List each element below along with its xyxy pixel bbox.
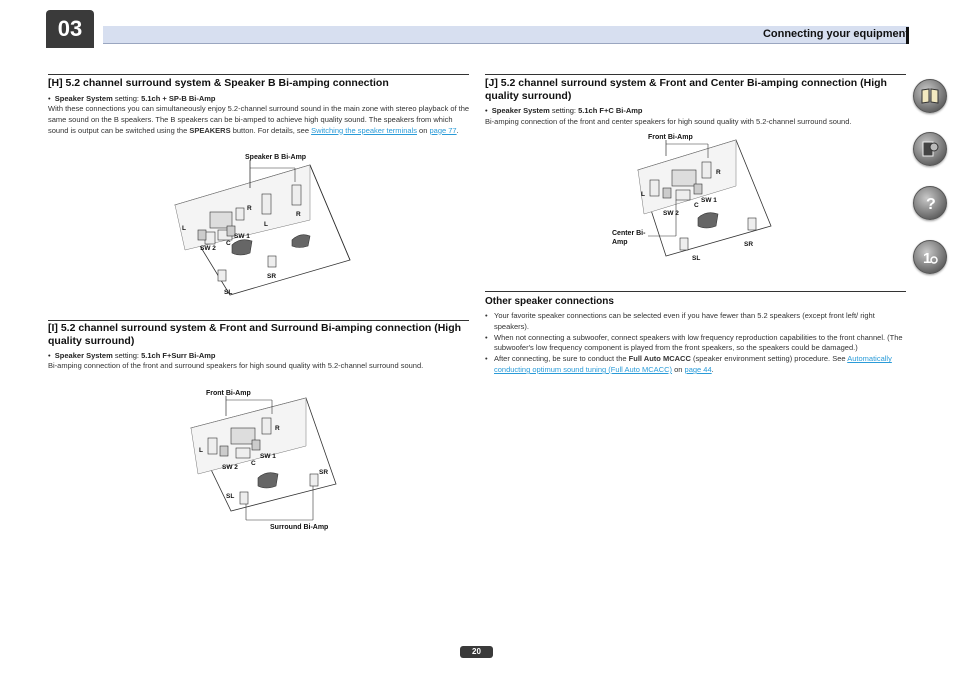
label-c: C — [694, 202, 699, 209]
help-question-icon[interactable] — [913, 186, 947, 220]
label-sr: SR — [267, 273, 277, 280]
label-l: L — [182, 225, 186, 232]
speaker-c — [236, 448, 250, 458]
label-b-l: L — [264, 221, 268, 228]
tv-icon — [210, 212, 232, 228]
tv-icon — [672, 170, 696, 186]
section-h-title: [H] 5.2 channel surround system & Speaker B Bi-amping connection — [48, 77, 389, 89]
setting-value: 5.1ch + SP-B Bi-Amp — [141, 94, 216, 103]
other-rule — [485, 291, 906, 292]
section-j-title: [J] 5.2 channel surround system & Front and Center Bi-amping connection (High quality surround) — [485, 77, 887, 102]
label-l: L — [199, 447, 203, 454]
subwoofer-2 — [198, 230, 206, 240]
label-sw2: SW 2 — [663, 210, 679, 217]
speakers-button-name: SPEAKERS — [189, 125, 231, 135]
label-sw1: SW 1 — [234, 233, 250, 240]
label-sw2: SW 2 — [200, 245, 216, 252]
list-item — [485, 354, 903, 376]
setting-mid: setting: — [112, 94, 142, 103]
label-sl: SL — [224, 289, 233, 296]
body-text: With these connections you can simultaneously enjoy 5.2-channel surround sound in the main zone with stereo playback of the same sound on the B speakers. The B speakers can be bi-amped to achieve high quality sound. The speakers from which sound is output can be switched using the — [48, 104, 470, 135]
label-r: R — [247, 205, 252, 212]
speaker-l — [650, 180, 659, 196]
section-i-setting: • Speaker System setting: 5.1ch F+Surr Bi-Amp — [48, 351, 216, 360]
list-item: • Your favorite speaker connections can be selected even if you have fewer than 5.2 speakers (except front left/ right speakers). — [485, 311, 903, 333]
speaker-b-right — [292, 185, 301, 205]
label-sl: SL — [226, 493, 235, 500]
label-c: C — [226, 240, 231, 247]
label-sw2: SW 2 — [222, 464, 238, 471]
page-number: 20 — [460, 646, 493, 658]
subwoofer-2 — [220, 446, 228, 456]
setting-value: 5.1ch F+C Bi-Amp — [578, 106, 643, 115]
section-i-rule — [48, 320, 469, 321]
label-sr: SR — [744, 241, 754, 248]
setting-label: Speaker System — [54, 94, 113, 103]
speaker-l — [205, 232, 215, 244]
section-j-rule — [485, 74, 906, 75]
speaker-r — [236, 208, 244, 220]
body-text: After connecting, be sure to conduct the — [494, 354, 629, 364]
label-r: R — [716, 169, 721, 176]
speaker-c — [676, 190, 690, 200]
diagram-i — [186, 396, 346, 526]
mcacc-name: Full Auto MCACC — [628, 354, 691, 364]
section-j-body: Bi-amping connection of the front and center speakers for high sound quality with 5.2-channel surround sound. — [485, 117, 852, 126]
label-sw1: SW 1 — [701, 197, 717, 204]
switching-terminals-link[interactable]: Switching the speaker terminals — [311, 125, 417, 135]
section-h-setting: • Speaker System setting: 5.1ch + SP-B Bi-Amp — [48, 94, 216, 103]
front-biamp-caption: Front Bi-Amp — [648, 134, 693, 141]
setting-value: 5.1ch F+Surr Bi-Amp — [141, 351, 216, 360]
book-icon[interactable] — [913, 79, 947, 113]
speaker-b-left — [262, 194, 271, 214]
tv-icon — [231, 428, 255, 444]
body-text: (speaker environment setting) procedure. See — [690, 354, 848, 364]
section-i-title: [I] 5.2 channel surround system & Front and Surround Bi-amping connection (High quality surround) — [48, 322, 462, 347]
body-text: button. For details, see — [230, 125, 312, 135]
list-item: • When not connecting a subwoofer, connect speakers with low frequency reproduction capabilities to the front channel. (The subwoofer's low frequency component is played from the front speakers, so the speakers could be damaged.) — [485, 333, 903, 355]
chapter-number: 03 — [46, 10, 94, 48]
section-h-body — [48, 104, 472, 136]
speaker-sr — [748, 218, 756, 230]
page-77-link[interactable]: page 77 — [429, 125, 457, 135]
speaker-sr — [268, 256, 276, 267]
label-r: R — [275, 425, 280, 432]
body-text: on — [416, 125, 430, 135]
speaker-sr — [310, 474, 318, 486]
section-j-setting: • Speaker System setting: 5.1ch F+C Bi-Amp — [485, 106, 643, 115]
body-text: . — [711, 364, 714, 374]
label-c: C — [251, 460, 256, 467]
body-text: on — [672, 364, 685, 374]
setting-mid: setting: — [549, 106, 579, 115]
subwoofer-1 — [694, 184, 702, 194]
label-l: L — [641, 191, 645, 198]
label-sr: SR — [319, 469, 329, 476]
page-title: Connecting your equipment — [762, 28, 909, 40]
label-b-r: R — [296, 211, 301, 218]
svg-text:1: 1 — [923, 250, 932, 267]
speaker-sl — [680, 238, 688, 250]
subwoofer-2 — [663, 188, 671, 198]
label-sl: SL — [692, 255, 701, 262]
other-title: Other speaker connections — [485, 296, 614, 307]
speaker-b-caption: Speaker B Bi-Amp — [245, 154, 307, 161]
section-h-rule — [48, 74, 469, 75]
center-biamp-caption: Center Bi-Amp — [612, 230, 646, 246]
diagram-h — [170, 160, 360, 300]
setting-mid: setting: — [112, 351, 142, 360]
page-44-link[interactable]: page 44 — [684, 364, 712, 374]
settings-remote-icon[interactable] — [913, 132, 947, 166]
surround-biamp-caption: Surround Bi-Amp — [270, 524, 329, 531]
speaker-r — [262, 418, 271, 434]
speaker-l — [208, 438, 217, 454]
speaker-sl — [218, 270, 226, 281]
section-i-body: Bi-amping connection of the front and surround speakers for high sound quality with 5.2-channel surround sound. — [48, 361, 424, 370]
svg-text:?: ? — [926, 196, 936, 213]
label-sw1: SW 1 — [260, 453, 276, 460]
speaker-r — [702, 162, 711, 178]
front-biamp-caption: Front Bi-Amp — [206, 390, 251, 397]
other-list — [485, 311, 903, 376]
speaker-sl — [240, 492, 248, 504]
subwoofer-1 — [252, 440, 260, 450]
diagram-j — [636, 138, 776, 268]
search-index-icon[interactable] — [913, 240, 947, 274]
setting-label: Speaker System — [491, 106, 550, 115]
mcacc-link[interactable]: Automatically conducting optimum sound tuning (Full Auto MCACC) — [494, 354, 892, 374]
setting-label: Speaker System — [54, 351, 113, 360]
body-text: . — [456, 125, 459, 135]
